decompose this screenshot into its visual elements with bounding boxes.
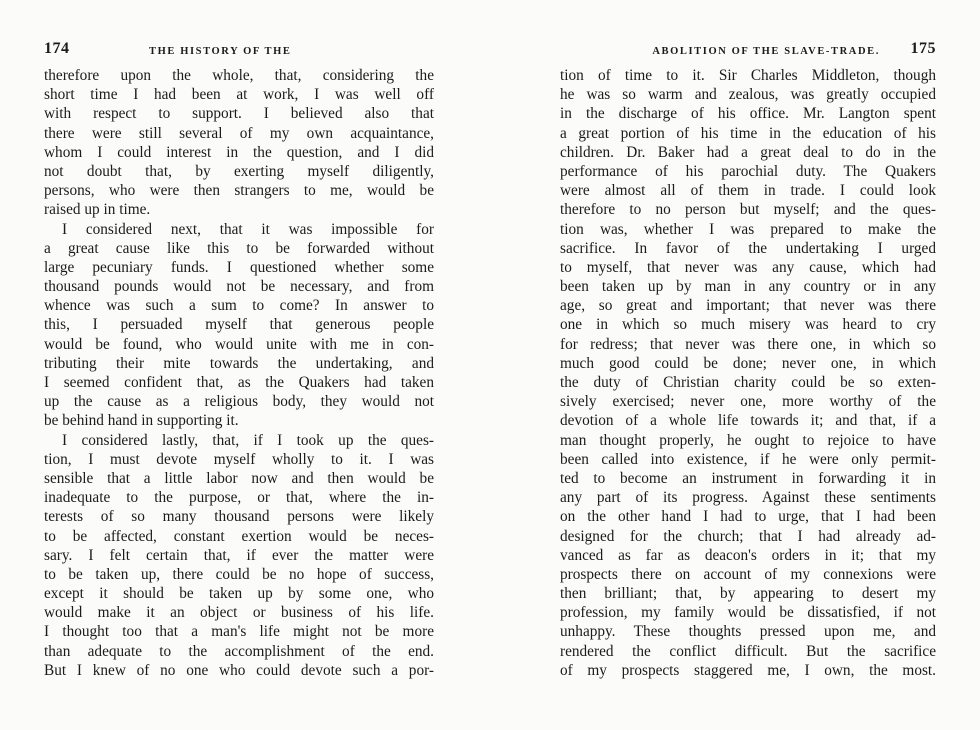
text-line: were almost all of them in trade. I could look <box>560 182 936 200</box>
text-line: tion of time to it. Sir Charles Middleton, though <box>560 67 936 84</box>
text-line: whence was such a sum to come? In answer to <box>44 297 434 315</box>
text-line: sary. I felt certain that, if ever the matter were <box>44 546 434 564</box>
text-line: terests of so many thousand persons were likely <box>44 508 434 526</box>
text-line: a great cause like this to be forwarded without <box>44 239 434 257</box>
text-line: sacrifice. In favor of the undertaking I urged <box>560 239 936 257</box>
text-line: short time I had been at work, I was well off <box>44 86 434 104</box>
text-line: would be found, who would unite with me in con- <box>44 335 434 353</box>
text-line: prospects there on account of my connexions were <box>560 565 936 583</box>
right-page-number: 175 <box>910 40 936 57</box>
left-running-head: THE HISTORY OF THE <box>149 46 292 57</box>
text-line: thousand pounds would not be necessary, and from <box>44 278 434 296</box>
text-line: whom I could interest in the question, and I did <box>44 143 434 161</box>
text-line: sively exercised; never one, more worthy of the <box>560 393 936 411</box>
text-line: rendered the conflict difficult. But the sacrifice <box>560 642 936 660</box>
text-line: of my prospects staggered me, I own, the most. <box>560 661 936 679</box>
text-line: age, so great and important; that never was there <box>560 297 936 315</box>
text-line: man thought properly, he ought to rejoice to have <box>560 431 936 449</box>
text-line: been taken up by man in any country or in any <box>560 278 936 296</box>
text-line: therefore to no person but myself; and the ques- <box>560 201 936 219</box>
text-line: But I knew of no one who could devote such a por- <box>44 661 434 679</box>
text-line: tion, I must devote myself wholly to it. I was <box>44 450 434 468</box>
text-line: designed for the church; that I had already ad- <box>560 527 936 545</box>
text-line: vanced as far as deacon's orders in it; that my <box>560 546 936 564</box>
text-line: there were still several of my own acquaintance, <box>44 124 434 142</box>
text-line: much good could be done; never one, in which <box>560 354 936 372</box>
text-line: any part of its progress. Against these sentiments <box>560 489 936 507</box>
text-line: ted to become an instrument in forwarding it in <box>560 469 936 487</box>
text-line: I thought too that a man's life might not be more <box>44 623 434 641</box>
text-line: for redress; that never was there one, in which so <box>560 335 936 353</box>
text-line: except it should be taken up by some one, who <box>44 585 434 603</box>
text-line: with respect to support. I believed also that <box>44 105 434 123</box>
text-line: profession, my family would be dissatisfied, if not <box>560 604 936 622</box>
right-page <box>560 40 936 680</box>
text-line: would make it an object or business of his life. <box>44 604 434 622</box>
text-line: tributing their mite towards the undertaking, and <box>44 354 434 372</box>
text-line: performance of his parochial duty. The Quakers <box>560 162 936 180</box>
text-line: I considered lastly, that, if I took up the ques- <box>62 431 434 449</box>
text-line: tion was, whether I was prepared to make the <box>560 220 936 238</box>
text-line: up the cause as a religious body, they would not <box>44 393 434 411</box>
left-page-header <box>44 40 434 64</box>
text-line: therefore upon the whole, that, considering the <box>44 67 434 84</box>
text-line: in the discharge of his office. Mr. Langton spent <box>560 105 936 123</box>
right-running-head: ABOLITION OF THE SLAVE-TRADE. <box>652 46 880 57</box>
text-line: devotion of a whole life towards it; and that, if a <box>560 412 936 430</box>
text-line: sensible that a little labor now and then would be <box>44 469 434 487</box>
text-line: unhappy. These thoughts pressed upon me, and <box>560 623 936 641</box>
text-line: to myself, that never was any cause, which had <box>560 258 936 276</box>
text-line: been called into existence, if he were only permit- <box>560 450 936 468</box>
text-line: children. Dr. Baker had a great deal to do in the <box>560 143 936 161</box>
text-line: inadequate to the purpose, or that, where the in- <box>44 489 434 507</box>
right-page-body <box>560 66 936 680</box>
text-line: to be affected, constant exertion would be neces- <box>44 527 434 545</box>
right-page-header <box>560 40 936 64</box>
text-line: the duty of Christian charity could be so exten- <box>560 374 936 391</box>
text-line: on the other hand I had to urge, that I had been <box>560 508 936 526</box>
text-line: one in which so much misery was heard to cry <box>560 316 936 334</box>
text-line: I seemed confident that, as the Quakers had taken <box>44 374 434 391</box>
text-line: than adequate to the accomplishment of the end. <box>44 642 434 660</box>
text-line: I considered next, that it was impossible for <box>62 220 434 238</box>
text-line: large pecuniary funds. I questioned whether some <box>44 258 434 276</box>
text-line: not doubt that, by exerting myself diligently, <box>44 162 434 180</box>
text-line: then brilliant; that, by appearing to desert my <box>560 585 936 603</box>
text-line: this, I persuaded myself that generous people <box>44 316 434 334</box>
text-line: a great portion of his time in the education of his <box>560 124 936 142</box>
text-line: he was so warm and zealous, was greatly occupied <box>560 86 936 104</box>
text-line: to be taken up, there could be no hope of success, <box>44 565 434 583</box>
text-line: persons, who were then strangers to me, would be <box>44 182 434 200</box>
left-page-body <box>44 66 434 680</box>
left-page <box>44 40 434 680</box>
text-line: be behind hand in supporting it. <box>44 412 239 430</box>
left-page-number: 174 <box>44 40 70 57</box>
text-line: raised up in time. <box>44 201 151 219</box>
